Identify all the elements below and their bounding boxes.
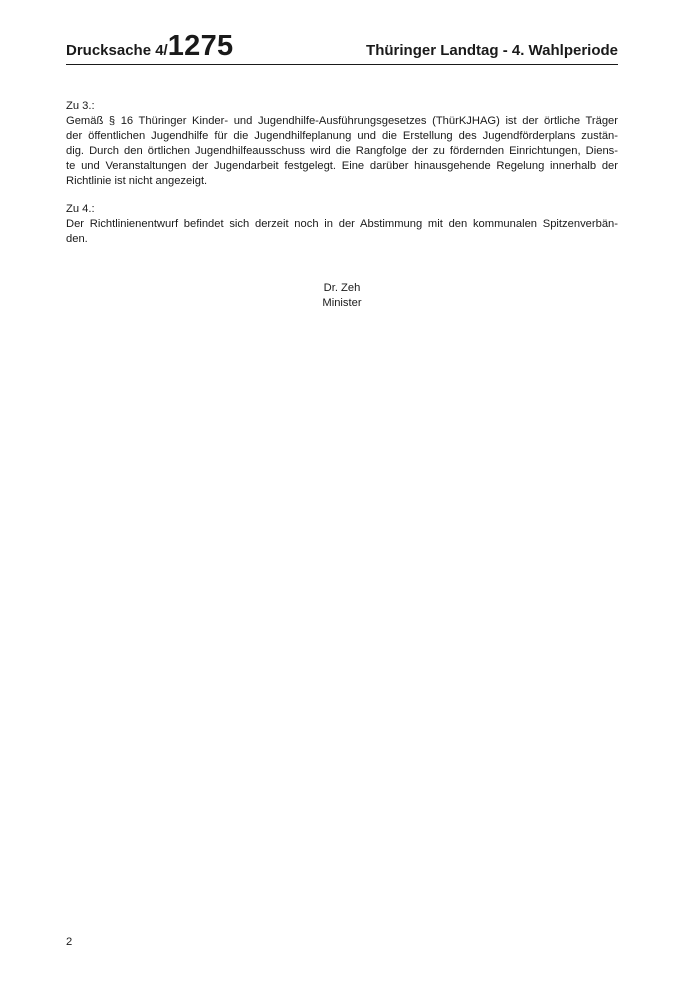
document-body (66, 99, 618, 260)
document-number: 1275 (167, 30, 234, 62)
parliament-title: Thüringer Landtag - 4. Wahlperiode (366, 42, 618, 59)
section-heading: Zu 4.: (66, 203, 95, 215)
paragraph-line: der öffentlichen Jugendhilfe für die Jugendhilfeplanung und die Erstellung des Jugendförderplans zustän- (66, 130, 618, 142)
section-zu-3 (66, 99, 618, 189)
paragraph-line: Der Richtlinienentwurf befindet sich derzeit noch in der Abstimmung mit den kommunalen Spitzenverbän- (66, 218, 618, 230)
document-id (66, 32, 233, 61)
section-heading: Zu 3.: (66, 100, 95, 112)
section-zu-4 (66, 202, 618, 247)
paragraph-line: Richtlinie ist nicht angezeigt. (66, 175, 208, 187)
signatory-name: Dr. Zeh (323, 282, 361, 294)
page-number: 2 (66, 936, 73, 948)
document-label: Drucksache 4/ (66, 42, 168, 59)
paragraph-line: te und Veranstaltungen der Jugendarbeit festgelegt. Eine darüber hinausgehende Regelung innerhalb der (66, 160, 618, 172)
page-header (66, 28, 618, 65)
paragraph-line: den. (66, 233, 88, 245)
paragraph-line: dig. Durch den örtlichen Jugendhilfeausschuss wird die Rangfolge der zu fördernden Einrichtungen, Diens- (66, 145, 618, 157)
signatory-role: Minister (322, 297, 362, 309)
signature-block (66, 281, 618, 311)
paragraph-line: Gemäß § 16 Thüringer Kinder- und Jugendhilfe-Ausführungsgesetzes (ThürKJHAG) ist der örtliche Träger (66, 115, 618, 127)
